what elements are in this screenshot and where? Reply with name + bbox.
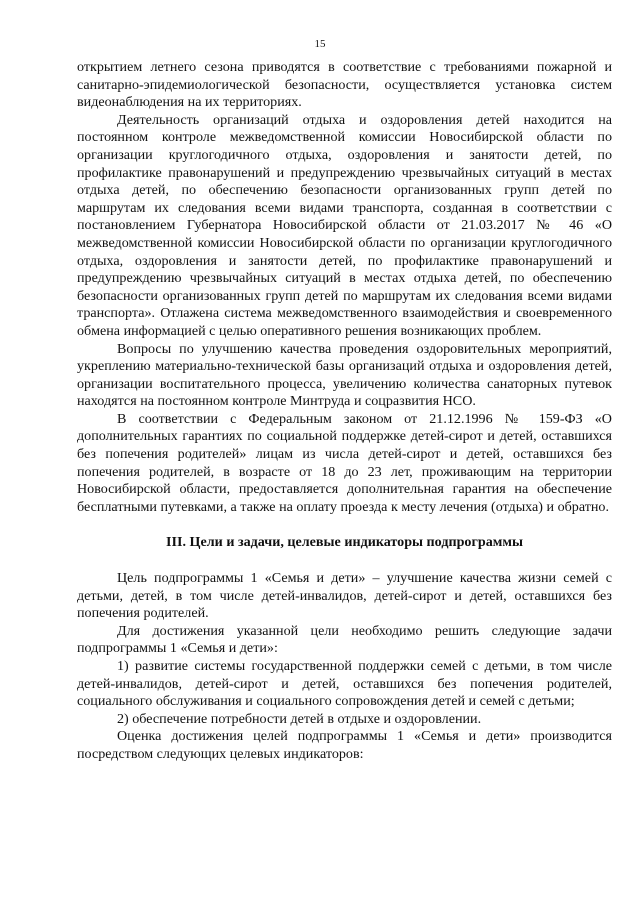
paragraph-commission: Деятельность организаций отдыха и оздоровления детей находится на постоянном контроле межведомственной комиссии Новосибирской области по организации круглогодичного отдыха, оздоровления и занятости детей, по профилактике правонарушений и предупреждению чрезвычайных ситуаций в местах отдыха детей, по обеспечению безопасности организованных групп детей по маршрутам их следования всеми видами транспорта, созданная в соответствии с постановлением Губернатора Новосибирской области от 21.03.2017 № 46 «О межведомственной комиссии Новосибирской области по организации круглогодичного отдыха, оздоровления и занятости детей, по профилактике правонарушений и предупреждению чрезвычайных ситуаций в местах отдыха детей, по обеспечению безопасности организованных групп детей по маршрутам их следования всеми видами транспорта». Отлажена система межведомственного взаимодействия и своевременного обмена информацией с целью оперативного решения возникающих проблем. xyxy=(77,111,612,339)
paragraph-continuation: открытием летнего сезона приводятся в соответствие с требованиями пожарной и санитарно-эпидемиологической безопасности, осуществляется установка систем видеонаблюдения на их территориях. xyxy=(77,59,612,111)
paragraph-indicators: Оценка достижения целей подпрограммы 1 «Семья и дети» производится посредством следующих целевых индикаторов: xyxy=(77,728,612,762)
paragraph-tasks-intro: Для достижения указанной цели необходимо решить следующие задачи подпрограммы 1 «Семья и дети»: xyxy=(77,622,612,657)
document-body xyxy=(77,59,612,764)
paragraph-task-1: 1) развитие системы государственной поддержки семей с детьми, в том числе детей-инвалидов, детей-сирот и детей, оставшихся без попечения родителей, социального обслуживания и социального сопровождения детей и семей с детьми; xyxy=(77,658,612,710)
paragraph-quality-issues: Вопросы по улучшению качества проведения оздоровительных мероприятий, укреплению материально-технической базы организаций отдыха и оздоровления детей, организации воспитательного процесса, увеличению количества санаторных путевок находятся на постоянном контроле Минтруда и соцразвития НСО. xyxy=(77,340,612,410)
page-number: 15 xyxy=(314,38,326,50)
paragraph-federal-law: В соответствии с Федеральным законом от 21.12.1996 № 159-ФЗ «О дополнительных гарантиях по социальной поддержке детей-сирот и детей, оставшихся без попечения родителей» лицам из числа детей-сирот и детей, оставшихся без попечения родителей, в возрасте от 18 до 23 лет, проживающим на территории Новосибирской области, предоставляется дополнительная гарантия на обеспечение бесплатными путевками, а также на оплату проезда к месту лечения (отдыха) и обратно. xyxy=(77,410,612,515)
section-heading: III. Цели и задачи, целевые индикаторы подпрограммы xyxy=(166,534,523,551)
paragraph-goal: Цель подпрограммы 1 «Семья и дети» – улучшение качества жизни семей с детьми, детей, в том числе детей-инвалидов, детей-сирот и детей, оставшихся без попечения родителей. xyxy=(77,570,612,622)
paragraph-task-2: 2) обеспечение потребности детей в отдыхе и оздоровлении. xyxy=(117,710,482,727)
